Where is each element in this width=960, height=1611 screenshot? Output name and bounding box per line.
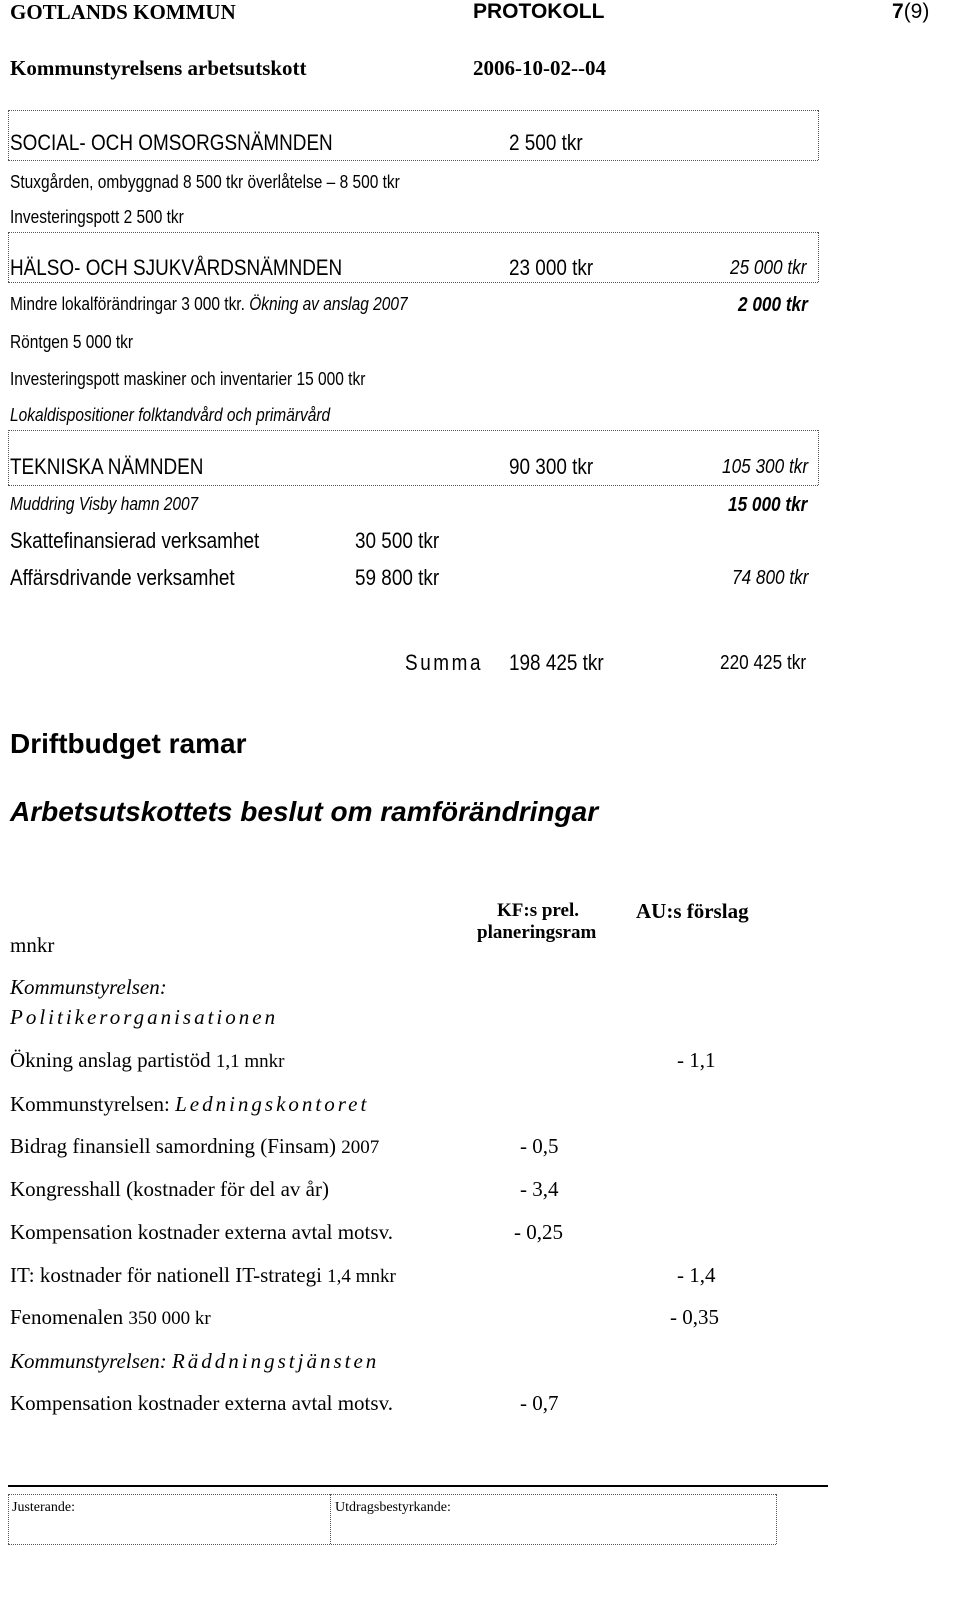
organization-name: GOTLANDS KOMMUN <box>10 0 236 24</box>
row-partistod: Ökning anslag partistöd 1,1 mnkr <box>10 1048 285 1072</box>
row-fenomenalen-au: - 0,35 <box>670 1305 719 1329</box>
driftbudget-subheading: Arbetsutskottets beslut om ramförändringar <box>10 796 599 827</box>
halso-proposal: 25 000 tkr <box>730 257 807 279</box>
halso-line-maskiner: Investeringspott maskiner och inventarier 15 000 tkr <box>10 369 366 389</box>
column-kf-line1: KF:s prel. <box>497 900 579 921</box>
footer-box-divider <box>330 1494 331 1544</box>
section-kommunstyrelsen-2: Kommunstyrelsen: Ledningskontoret <box>10 1092 370 1116</box>
section-kommunstyrelsen-3: Kommunstyrelsen: Räddningstjänsten <box>10 1349 380 1373</box>
committee-name: Kommunstyrelsens arbetsutskott <box>10 56 307 80</box>
box-border-left <box>8 430 9 485</box>
footer-box-top <box>8 1494 776 1495</box>
row-partistod-au: - 1,1 <box>677 1048 716 1072</box>
tekniska-proposal: 105 300 tkr <box>722 456 809 478</box>
column-kf-line2: planeringsram <box>477 922 597 943</box>
tekniska-skatt-amount: 30 500 tkr <box>355 528 440 553</box>
halso-line-lokalforandringar: Mindre lokalförändringar 3 000 tkr. Ökning av anslag 2007 <box>10 294 408 314</box>
summa-label: Summa <box>405 650 484 675</box>
box-border-top <box>8 110 818 111</box>
tekniska-affar-proposal: 74 800 tkr <box>732 567 809 589</box>
column-au: AU:s förslag <box>636 899 749 923</box>
tekniska-title: TEKNISKA NÄMNDEN <box>10 454 204 479</box>
footer-box-left <box>8 1494 9 1544</box>
row-kompensation-2-kf: - 0,7 <box>520 1391 559 1415</box>
row-kompensation-1: Kompensation kostnader externa avtal motsv. <box>10 1220 393 1244</box>
footer-justerande: Justerande: <box>12 1500 75 1515</box>
page-number: 7(9) <box>892 0 930 23</box>
halso-amount: 23 000 tkr <box>509 255 594 280</box>
tekniska-amount: 90 300 tkr <box>509 454 594 479</box>
halso-title: HÄLSO- OCH SJUKVÅRDSNÄMNDEN <box>10 255 343 280</box>
row-fenomenalen: Fenomenalen 350 000 kr <box>10 1305 211 1329</box>
halso-increase: 2 000 tkr <box>738 294 808 316</box>
halso-line-rontgen: Röntgen 5 000 tkr <box>10 332 134 352</box>
box-border-left <box>8 110 9 160</box>
column-unit: mnkr <box>10 933 55 957</box>
summa-proposal: 220 425 tkr <box>720 652 807 674</box>
summa-amount: 198 425 tkr <box>509 650 604 675</box>
meeting-date: 2006-10-02--04 <box>473 56 606 80</box>
row-kongresshall: Kongresshall (kostnader för del av år) <box>10 1177 329 1201</box>
box-border-bottom <box>8 160 818 161</box>
social-amount: 2 500 tkr <box>509 130 583 155</box>
footer-box-bottom <box>8 1544 776 1545</box>
footer-rule <box>8 1485 828 1487</box>
footer-box-right <box>776 1494 777 1544</box>
section-politikerorganisationen: Politikerorganisationen <box>10 1005 279 1029</box>
row-kompensation-1-kf: - 0,25 <box>514 1220 563 1244</box>
footer-utdragsbestyrkande: Utdragsbestyrkande: <box>335 1500 451 1515</box>
box-border-right <box>818 110 819 160</box>
halso-line-lokaldispositioner: Lokaldispositioner folktandvård och primärvård <box>10 405 331 425</box>
box-border-bottom <box>8 485 818 486</box>
tekniska-line-muddring: Muddring Visby hamn 2007 <box>10 494 199 514</box>
box-border-right <box>818 232 819 282</box>
row-it-strategi-au: - 1,4 <box>677 1263 716 1287</box>
social-line-investeringspott: Investeringspott 2 500 tkr <box>10 207 184 227</box>
row-finsam-kf: - 0,5 <box>520 1134 559 1158</box>
social-line-stuxgarden: Stuxgården, ombyggnad 8 500 tkr överlåtelse – 8 500 tkr <box>10 172 400 192</box>
box-border-right <box>818 430 819 485</box>
tekniska-affar-amount: 59 800 tkr <box>355 565 440 590</box>
driftbudget-heading: Driftbudget ramar <box>10 728 247 759</box>
row-it-strategi: IT: kostnader för nationell IT-strategi 1,4 mnkr <box>10 1263 396 1287</box>
box-border-bottom <box>8 282 818 283</box>
box-border-top <box>8 430 818 431</box>
row-kongresshall-kf: - 3,4 <box>520 1177 559 1201</box>
row-finsam: Bidrag finansiell samordning (Finsam) 2007 <box>10 1134 380 1158</box>
tekniska-affar-label: Affärsdrivande verksamhet <box>10 565 235 590</box>
box-border-left <box>8 232 9 282</box>
section-kommunstyrelsen-1: Kommunstyrelsen: <box>10 975 167 999</box>
document-type: PROTOKOLL <box>473 0 605 23</box>
social-title: SOCIAL- OCH OMSORGSNÄMNDEN <box>10 130 333 155</box>
tekniska-skatt-label: Skattefinansierad verksamhet <box>10 528 260 553</box>
box-border-top <box>8 232 818 233</box>
row-kompensation-2: Kompensation kostnader externa avtal motsv. <box>10 1391 393 1415</box>
tekniska-muddring-amount: 15 000 tkr <box>728 494 808 516</box>
